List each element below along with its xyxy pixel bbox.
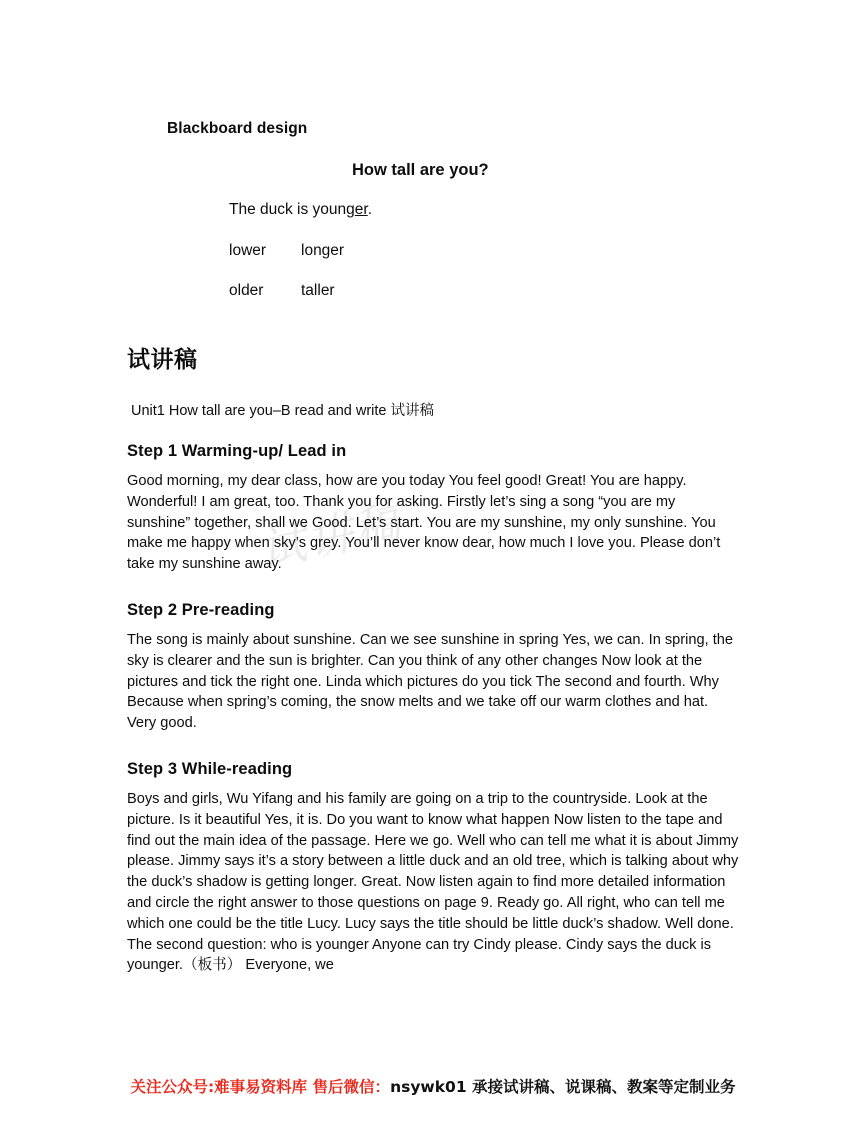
blackboard-heading: How tall are you? <box>352 161 489 179</box>
step-heading: Step 1 Warming-up/ Lead in <box>127 442 347 460</box>
page-title: 试讲稿 <box>127 347 198 373</box>
blackboard-sentence-suffix: . <box>367 201 373 218</box>
step-paragraph: Good morning, my dear class, how are you today You feel good! Great! You are happy. Wonderful! I am great, too. Thank you for asking. Firstly let’s sing a song “you are my sunshine” together, shall we Good. Let’s start. You are my sunshine, my only sunshine. You make me happy when sky’s grey. You’ll never know dear, how much I love you. Please don’t take my sunshine away. <box>127 473 721 573</box>
document-content <box>127 440 739 1002</box>
blackboard-design-label: Blackboard design <box>167 120 308 137</box>
footer-banner <box>0 1075 866 1097</box>
step-heading: Step 2 Pre-reading <box>127 600 275 619</box>
step-paragraph: The song is mainly about sunshine. Can we see sunshine in spring Yes, we can. In spring, the sky is clearer and the sun is brighter. Can you think of any other changes Now look at the pictures and tick the right one. Linda which pictures do you tick The second and fourth. Why Because when spring’s coming, the snow melts and we take off our warm clothes and hat. Very good. <box>127 631 734 732</box>
blackboard-sentence-prefix: The duck is young <box>229 201 355 218</box>
watermark: 试讲稿 <box>254 494 407 578</box>
step-block <box>127 601 739 734</box>
step-block <box>127 760 739 976</box>
blackboard-word-row <box>229 282 529 300</box>
footer-black-text: nsywk01 承接试讲稿、说课稿、教案等定制业务 <box>390 1078 736 1096</box>
blackboard-sentence <box>229 201 372 219</box>
blackboard-word-taller: taller <box>301 282 335 299</box>
blackboard-sentence-underlined: er <box>354 201 368 218</box>
blackboard-word-older: older <box>229 282 264 299</box>
blackboard-word-longer: longer <box>301 242 345 259</box>
footer-red-text: 关注公众号:难事易资料库 售后微信： <box>130 1078 391 1096</box>
blackboard-word-lower: lower <box>229 242 267 259</box>
step-paragraph: Boys and girls, Wu Yifang and his family are going on a trip to the countryside. Look at the picture. Is it beautiful Yes, it is. Do you want to know what happen Now listen to the tape and find out the main idea of the passage. Here we go. Well who can tell me what it is about Jimmy please. Jimmy says it’s a story between a little duck and an old tree, which is talking about why the duck’s shadow is getting longer. Great. Now listen again to find more detailed information and circle the right answer to those questions on page 9. Ready go. All right, who can tell me which one could be the title Lucy. Lucy says the title should be little duck’s shadow. Well done. The second question: who is younger Anyone can try Cindy please. Cindy says the duck is younger.（板书） Everyone, we <box>127 790 739 974</box>
document-subtitle: Unit1 How tall are you–B read and write 试讲稿 <box>131 403 435 419</box>
step-heading: Step 3 While-reading <box>127 759 293 778</box>
step-block <box>127 442 739 575</box>
blackboard-word-row <box>229 242 529 260</box>
